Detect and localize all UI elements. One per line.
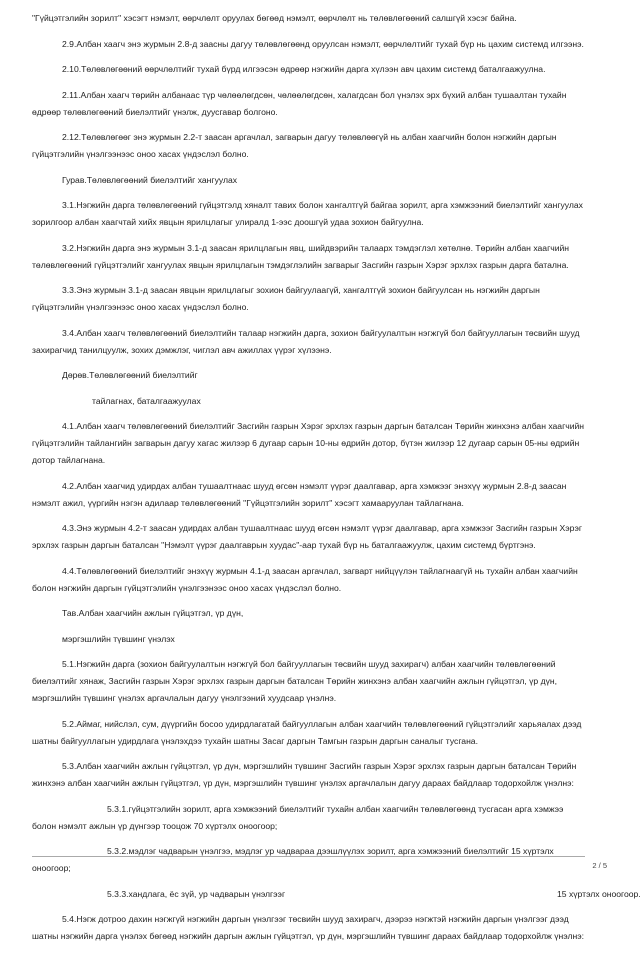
paragraph-4-4: 4.4.Төлөвлөгөөний биелэлтийг энэхүү журмын 4.1-д заасан аргачлал, загварт нийцүүлэн тайлагнаагүй нь тухайн албан хаагчийн болон нэгжийн даргын гүйцэтгэлийн үнэлгээнээс оноо хасах үндэслэл болно. [32, 565, 578, 593]
section-heading-4: Дөрөв.Төлөвлөгөөний биелэлтийг [62, 370, 198, 380]
item-5-3-3-points: 15 хүртэлх оноогоор. [557, 888, 641, 899]
section-heading-4-cont: тайлагнах, баталгаажуулах [92, 395, 201, 406]
paragraph-3-2: 3.2.Нэгжийн дарга энэ журмын 3.1-д заасан ярилцлагын явц, шийдвэрийн талаарх тэмдэглэл хөтөлнө. Төрийн албан хаагчийн төлөвлөгөөний гүйцэтгэлийг хангуулах явцын ярилцлагын тэмдэглэлийн загварыг Засгийн газрын Хэрэг эрхлэх газрын дарга батална. [32, 242, 570, 270]
paragraph-4-1: 4.1.Албан хаагч төлөвлөгөөний биелэлтийг Засгийн газрын Хэрэг эрхлэх газрын даргын баталсан Төрийн жинхэнэ албан хаагчийн гүйцэтгэлийн тайлангийн загварын дагуу хагас жилээр 6 дугаар сарын 10-ны өдрийн дотор, бүтэн жилээр 12 дугаар сарын 05-ны өдрийн дотор тайлагнана. [32, 421, 585, 465]
section-heading-3: Гурав.Төлөвлөгөөний биелэлтийг хангуулах [62, 174, 238, 185]
paragraph-3-3: 3.3.Энэ журмын 3.1-д заасан явцын ярилцлагыг зохион байгуулаагүй, хангалтгүй зохион байгуулсан нь нэгжийн даргын гүйцэтгэлийн үнэлгээнээс оноо хасах үндэслэл болно. [32, 285, 540, 312]
item-5-3-3-text: 5.3.3.хандлага, ёс зүй, ур чадварын үнэлгээг [107, 888, 286, 899]
paragraph-3-4: 3.4.Албан хаагч төлөвлөгөөний биелэлтийн талаар нэгжийн дарга, зохион байгуулалтын нэгжгүй бол байгууллагын төсвийн шууд захирагчид танилцуулж, зохих дэмжлэг, чиглэл авч ажиллах үүрэг хүлээнэ. [32, 327, 580, 355]
section-heading-5-cont: мэргэшлийн түвшинг үнэлэх [62, 633, 175, 644]
footer-divider [32, 856, 585, 857]
paragraph-5-3-1: 5.3.1.гүйцэтгэлийн зорилт, арга хэмжээний биелэлтийг тухайн албан хаагчийн төлөвлөгөөнд тусгасан арга хэмжээ болон нэмэлт ажлын үр дүнгээр тооцож 70 хүртэлх оноогоор; [32, 803, 564, 831]
paragraph-5-3-2: 5.3.2.мэдлэг чадварын үнэлгээ, мэдлэг ур чадвараа дээшлүүлэх зорилт, арга хэмжээний биелэлтийг 15 хүртэлх оноогоор; [32, 846, 554, 873]
paragraph-2-12: 2.12.Төлөвлөгөөг энэ журмын 2.2-т заасан аргачлал, загварын дагуу төлөвлөөгүй нь албан хаагчийн болон нэгжийн даргын гүйцэтгэлийн үнэлгээнээс оноо хасах үндэслэл болно. [32, 132, 557, 159]
paragraph-5-2: 5.2.Аймаг, нийслэл, сум, дүүргийн босоо удирдлагатай байгууллагын албан хаагчийн төлөвлөгөөний гүйцэтгэлийг харьяалах дээд шатны байгууллагын удирдлага үнэлэхдээ тухайн шатны Засаг даргын Тамгын газрын даргын саналыг тусгана. [32, 718, 582, 746]
paragraph-3-1: 3.1.Нэгжийн дарга төлөвлөгөөний гүйцэтгэлд хяналт тавих болон хангалтгүй байгаа зорилт, арга хэмжээний биелэлтийг хангуулах зорилгоор албан хаагчтай хийх явцын ярилцлагыг улиралд 1-ээс доошгүй удаа зохион байгуулна. [32, 200, 583, 227]
paragraph-2-9: 2.9.Албан хаагч энэ журмын 2.8-д заасны дагуу төлөвлөгөөнд оруулсан нэмэлт, өөрчлөлтийг тухай бүр нь цахим системд илгээнэ. [62, 38, 584, 49]
paragraph-5-3-3 [32, 886, 641, 903]
paragraph-5-3: 5.3.Албан хаагчийн ажлын гүйцэтгэл, үр дүн, мэргэшлийн түвшинг Засгийн газрын Хэрэг эрхлэх газрын даргын баталсан Төрийн жинхэнэ албан хаагчийн ажлын гүйцэтгэл, үр дүн, мэргэшлийн түвшинг үнэлэх аргачлалын дагуу дараах байдлаар тодорхойлж үнэлнэ: [32, 761, 577, 788]
paragraph-2-11: 2.11.Албан хаагч төрийн албанаас түр чөлөөлөгдсөн, чөлөөлөгдсөн, халагдсан бол үнэлэх эрх бүхий албан тушаалтан тухайн өдрөөр төлөвлөгөөний биелэлтийг үнэлж, дуусгавар болгоно. [32, 89, 567, 117]
page-number: 2 / 5 [592, 861, 607, 870]
paragraph-4-3: 4.3.Энэ журмын 4.2-т заасан удирдах албан тушаалтнаас шууд өгсөн нэмэлт үүрэг даалгавар, арга хэмжээг Засгийн газрын Хэрэг эрхлэх газрын даргын баталсан "Нэмэлт үүрэг даалгаврын хуудас"-аар тухай бүр нь баталгаажуулж, цахим системд бүртгэнэ. [32, 523, 582, 550]
paragraph-5-1: 5.1.Нэгжийн дарга (зохион байгуулалтын нэгжгүй бол байгууллагын төсвийн шууд захирагч) албан хаагчийн төлөвлөгөөний биелэлтийг хянаж, Засгийн газрын Хэрэг эрхлэх газрын даргын баталсан Төрийн жинхэнэ албан хаагчийн ажлын гүйцэтгэл, үр дүн, мэргэшлийн түвшинг үнэлэх аргачлалын дагуу үнэлгээний хуудсаар үнэлнэ. [32, 659, 558, 703]
paragraph-continuation: "Гүйцэтгэлийн зорилт" хэсэгт нэмэлт, өөрчлөлт оруулах бөгөөд нэмэлт, өөрчлөлт нь төлөвлөгөөний салшгүй хэсэг байна. [32, 13, 517, 23]
paragraph-5-4: 5.4.Нэгж дотроо дахин нэгжгүй нэгжийн даргын үнэлгээг төсвийн шууд захирагч, дээрээ нэгжтэй нэгжийн даргын үнэлгээг дээд шатны нэгжийн дарга үнэлэх бөгөөд нэгжийн даргын ажлын гүйцэтгэл, үр дүн, мэргэшлийн түвшинг дараах байдлаар тодорхойлж үнэлнэ: [32, 914, 584, 941]
paragraph-2-10: 2.10.Төлөвлөгөөний өөрчлөлтийг тухай бүрд илгээсэн өдрөөр нэгжийн дарга хүлээн авч цахим системд баталгаажуулна. [62, 64, 546, 74]
section-heading-5: Тав.Албан хаагчийн ажлын гүйцэтгэл, үр дүн, [62, 608, 244, 618]
paragraph-4-2: 4.2.Албан хаагчид удирдах албан тушаалтнаас шууд өгсөн нэмэлт үүрэг даалгавар, арга хэмжээг энэхүү журмын 2.8-д заасан нэмэлт ажил, үүргийн нэгэн адилаар төлөвлөгөөний "Гүйцэтгэлийн зорилт" хэсэгт хамааруулан тайлагнана. [32, 480, 567, 508]
